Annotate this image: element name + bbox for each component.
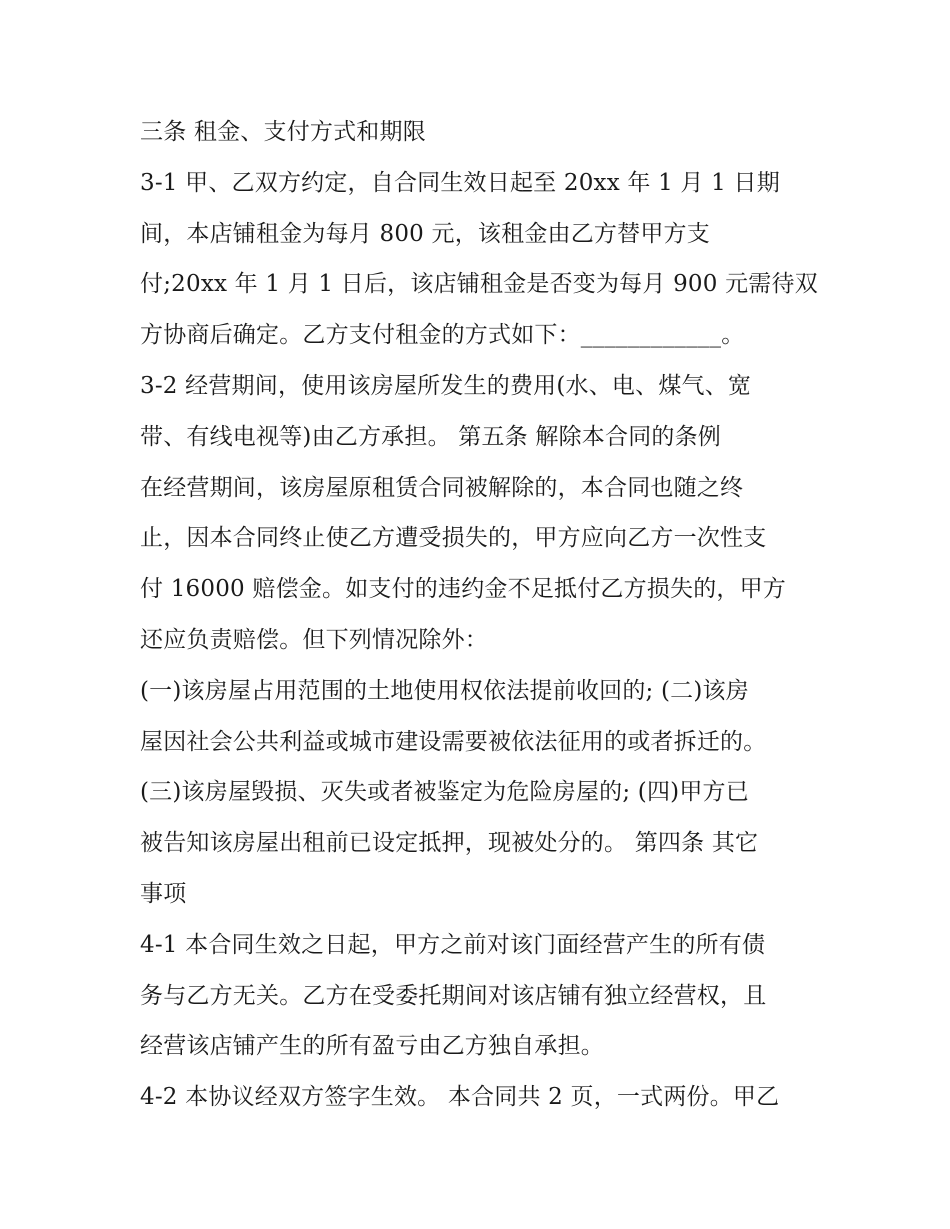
text-line: 3-1 甲、乙双方约定，自合同生效日起至 20xx 年 1 月 1 日期 bbox=[140, 169, 780, 196]
text-line: (一)该房屋占用范围的土地使用权依法提前收回的; (二)该房 bbox=[140, 677, 749, 704]
text-line: 事项 bbox=[140, 880, 187, 907]
text-line-heading: 三条 租金、支付方式和期限 bbox=[140, 119, 426, 145]
text-line: 止，因本合同终止使乙方遭受损失的，甲方应向乙方一次性支 bbox=[140, 525, 767, 552]
text-line: 屋因社会公共利益或城市建设需要被依法征用的或者拆迁的。 bbox=[140, 728, 767, 755]
text-line: 3-2 经营期间，使用该房屋所发生的费用(水、电、煤气、宽 bbox=[140, 372, 752, 399]
text-line: 经营该店铺产生的所有盈亏由乙方独自承担。 bbox=[140, 1033, 604, 1060]
text-line: 方协商后确定。乙方支付租金的方式如下：____________。 bbox=[140, 322, 745, 349]
text-line: 4-1 本合同生效之日起，甲方之前对该门面经营产生的所有债 bbox=[140, 931, 766, 958]
text-line: (三)该房屋毁损、灭失或者被鉴定为危险房屋的; (四)甲方已 bbox=[140, 779, 749, 806]
text-line: 付 16000 赔偿金。如支付的违约金不足抵付乙方损失的，甲方 bbox=[140, 576, 786, 603]
text-line: 务与乙方无关。乙方在受委托期间对该店铺有独立经营权，且 bbox=[140, 982, 767, 1009]
text-line: 带、有线电视等)由乙方承担。 第五条 解除本合同的条例 bbox=[140, 423, 721, 450]
text-line: 4-2 本协议经双方签字生效。 本合同共 2 页，一式两份。甲乙 bbox=[140, 1084, 780, 1111]
text-line: 付;20xx 年 1 月 1 日后，该店铺租金是否变为每月 900 元需待双 bbox=[140, 271, 818, 298]
text-line: 在经营期间，该房屋原租赁合同被解除的，本合同也随之终 bbox=[140, 474, 744, 501]
text-line: 被告知该房屋出租前已设定抵押，现被处分的。 第四条 其它 bbox=[140, 830, 759, 857]
contract-text bbox=[140, 107, 820, 1123]
text-line: 还应负责赔偿。但下列情况除外： bbox=[140, 626, 488, 653]
text-line: 间，本店铺租金为每月 800 元，该租金由乙方替甲方支 bbox=[140, 220, 710, 247]
